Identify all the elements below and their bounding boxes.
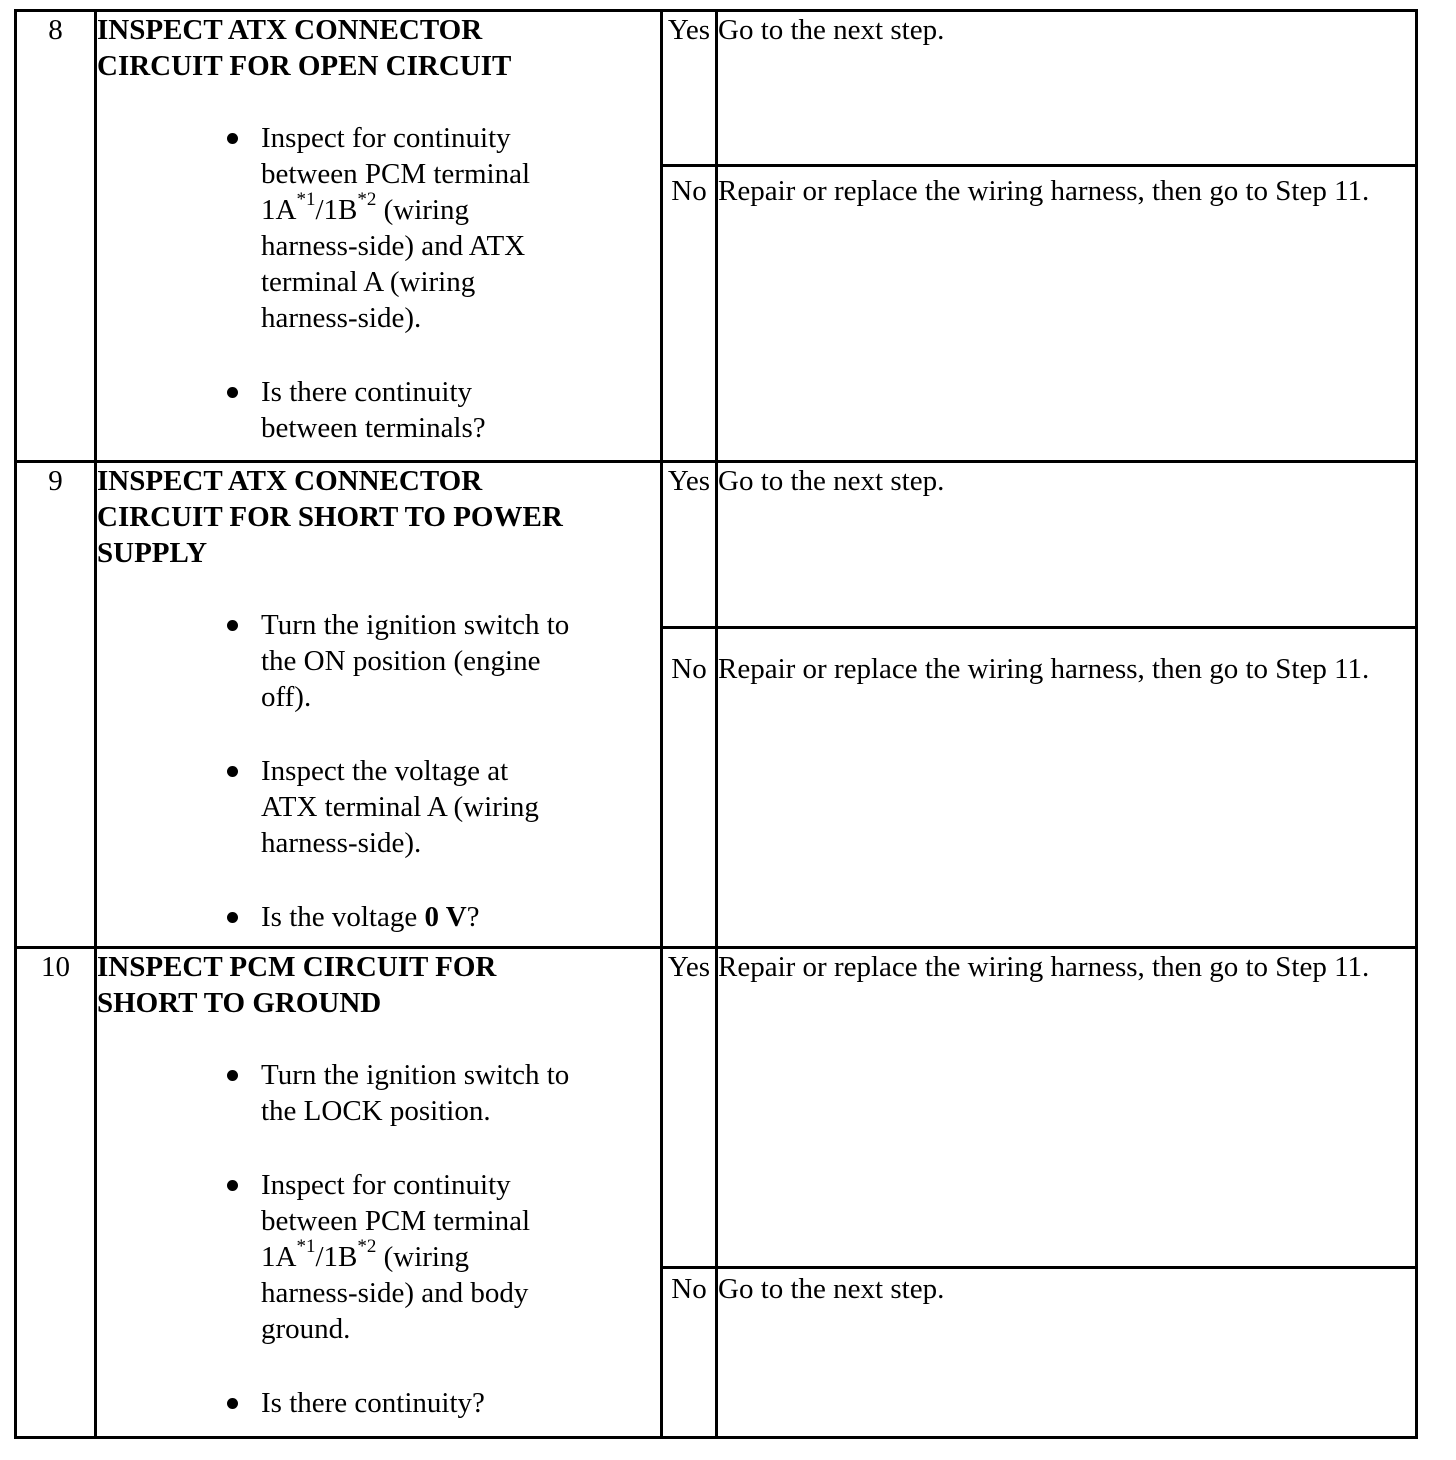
procedure-question: Is there continuity between terminals? [261,374,531,446]
step-number: 9 [16,462,96,948]
bullet-icon [227,912,238,923]
step-description [96,11,662,462]
answer-no-label: No [662,1268,717,1438]
answer-yes-action: Go to the next step. [717,11,1417,166]
bullet-icon [227,1398,238,1409]
answer-yes-action: Go to the next step. [717,462,1417,628]
answer-no-action: Repair or replace the wiring harness, then go to Step 11. [717,166,1417,462]
step-description [96,462,662,948]
step-title: INSPECT PCM CIRCUIT FOR SHORT TO GROUND [97,951,497,1019]
diagnostic-procedure-table [14,9,1418,1439]
answer-yes-label: Yes [662,11,717,166]
step-number: 10 [16,948,96,1438]
answer-yes-label: Yes [662,462,717,628]
procedure-question: Is there continuity? [261,1385,561,1421]
step-title: INSPECT ATX CONNECTOR CIRCUIT FOR SHORT TO POWER SUPPLY [97,465,563,569]
step-8-yes-row [16,11,1417,166]
procedure-list [97,1057,660,1421]
bullet-icon [227,766,238,777]
bullet-icon [227,1180,238,1191]
step-9-yes-row [16,462,1417,628]
answer-no-label: No [662,628,717,948]
step-number: 8 [16,11,96,462]
bullet-icon [227,133,238,144]
procedure-item: Inspect the voltage at ATX terminal A (wiring harness-side). [261,753,551,861]
answer-no-action: Repair or replace the wiring harness, then go to Step 11. [717,628,1417,948]
bullet-icon [227,620,238,631]
step-title: INSPECT ATX CONNECTOR CIRCUIT FOR OPEN CIRCUIT [97,14,512,82]
procedure-question: Is the voltage 0 V? [261,899,561,935]
answer-yes-label: Yes [662,948,717,1268]
answer-no-label: No [662,166,717,462]
answer-no-action: Go to the next step. [717,1268,1417,1438]
step-description [96,948,662,1438]
procedure-item: Inspect for continuity between PCM terminal $1A^{*1}/1B^{*2}$ (wiring harness-side) and body ground. [261,1167,567,1347]
bullet-icon [227,387,238,398]
procedure-list [97,607,660,935]
procedure-item: Turn the ignition switch to the ON position (engine off). [261,607,581,715]
step-10-yes-row [16,948,1417,1268]
procedure-list [97,120,660,446]
procedure-item: Inspect for continuity between PCM terminal $1A^{*1}/1B^{*2}$ (wiring harness-side) and ATX terminal A (wiring harness-side). [261,120,567,336]
answer-yes-action: Repair or replace the wiring harness, then go to Step 11. [717,948,1417,1268]
bullet-icon [227,1070,238,1081]
procedure-item: Turn the ignition switch to the LOCK position. [261,1057,581,1129]
